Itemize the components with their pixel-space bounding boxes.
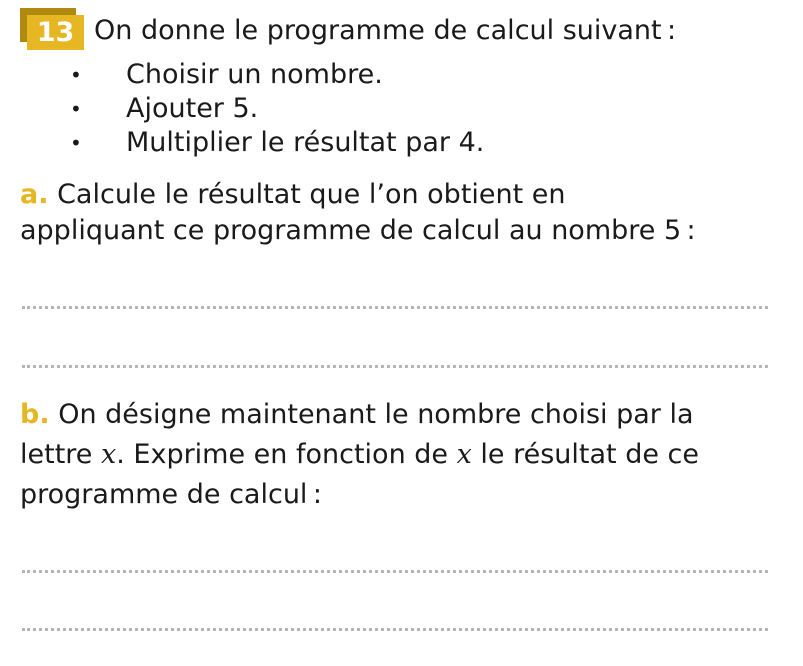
question-a-line2: appliquant ce programme de calcul au nombre 5 :	[20, 215, 696, 246]
question-a	[20, 177, 790, 249]
variable-x: x	[456, 439, 472, 470]
exercise-number: 13	[27, 15, 84, 50]
exercise-number-badge	[20, 8, 84, 50]
bullet-icon: •	[70, 131, 82, 155]
question-b-line2-part3: le résultat de ce	[471, 439, 700, 470]
exercise-intro: On donne le programme de calcul suivant :	[94, 15, 677, 46]
question-b-line1: On désigne maintenant le nombre choisi par la	[58, 399, 694, 430]
bullet-icon: •	[70, 63, 82, 87]
question-b-letter: b.	[20, 399, 50, 430]
question-a-letter: a.	[20, 179, 49, 210]
variable-x: x	[101, 439, 117, 470]
question-b-line3: programme de calcul :	[20, 479, 322, 510]
question-b-line2-part2: . Exprime en fonction de	[116, 439, 457, 470]
answer-line[interactable]	[22, 365, 768, 368]
answer-line[interactable]	[22, 306, 768, 309]
answer-line[interactable]	[22, 570, 768, 573]
question-b-line2-part1: lettre	[20, 439, 101, 470]
question-b	[20, 395, 790, 515]
bullet-icon: •	[70, 97, 82, 121]
step-text: Ajouter 5.	[126, 93, 259, 124]
question-a-line1: Calcule le résultat que l’on obtient en	[57, 179, 566, 210]
step-text: Choisir un nombre.	[126, 59, 383, 90]
step-text: Multiplier le résultat par 4.	[126, 127, 485, 158]
answer-line[interactable]	[22, 628, 768, 631]
